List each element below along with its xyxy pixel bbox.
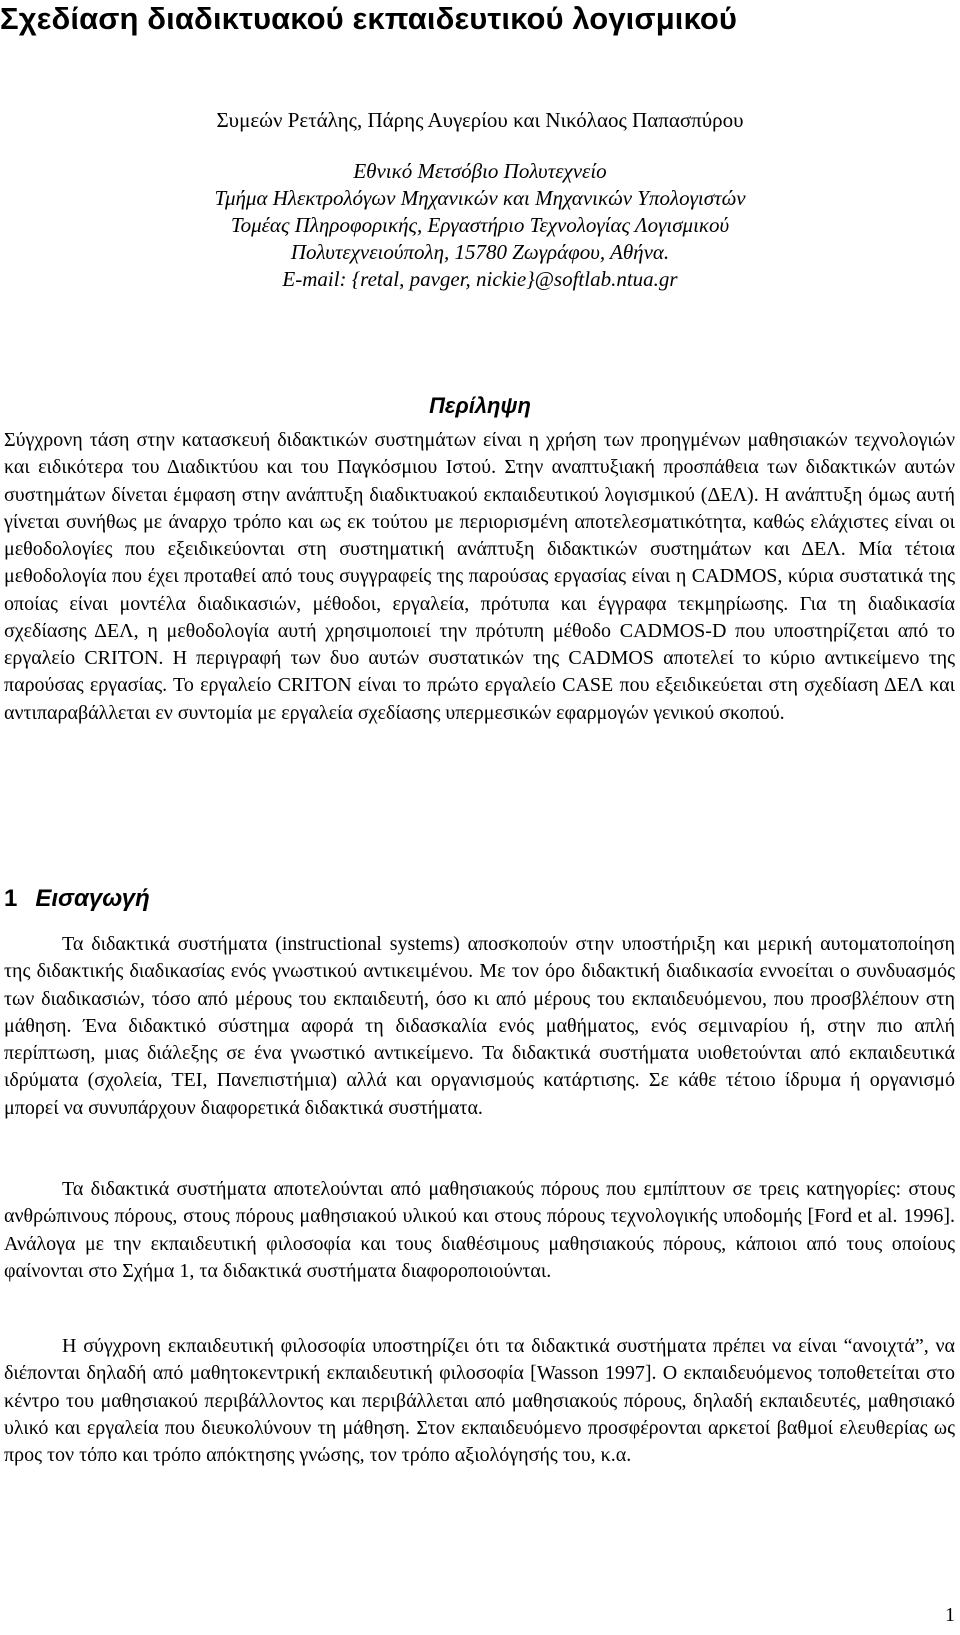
abstract-heading: Περίληψη xyxy=(429,393,531,418)
page-number: 1 xyxy=(945,1604,955,1626)
intro-paragraph-2: Τα διδακτικά συστήματα αποτελούνται από μαθησιακούς πόρους που εμπίπτουν σε τρεις κατηγορίες: στους ανθρώπινους πόρους, στους πόρους μαθησιακού υλικού και στους πόρους τεχνολογικής υποδομής [Ford et al. 1996]. Ανάλογα με την εκπαιδευτική φιλοσοφία και τους διαθέσιμους μαθησιακούς πόρους, κάποιοι από τους οποίους φαίνονται στο Σχήμα 1, τα διδακτικά συστήματα διαφοροποιούνται. xyxy=(4,1178,955,1282)
affiliation-institution: Εθνικό Μετσόβιο Πολυτεχνείο xyxy=(353,159,607,183)
affiliation-division: Τομέας Πληροφορικής, Εργαστήριο Τεχνολογίας Λογισμικού xyxy=(230,213,730,237)
affiliation-address: Πολυτεχνειούπολη, 15780 Ζωγράφου, Αθήνα. xyxy=(290,240,670,264)
section-number: 1 xyxy=(4,885,18,912)
section-heading xyxy=(4,884,150,914)
paper-title: Σχεδίαση διαδικτυακού εκπαιδευτικού λογισμικού xyxy=(0,1,738,36)
authors: Συμεών Ρετάλης, Πάρης Αυγερίου και Νικόλαος Παπασπύρου xyxy=(216,108,744,132)
intro-paragraph-3: Η σύγχρονη εκπαιδευτική φιλοσοφία υποστηρίζει ότι τα διδακτικά συστήματα πρέπει να είναι “ανοιχτά”, να διέπονται δηλαδή από μαθητοκεντρική εκπαιδευτική φιλοσοφία [Wasson 1997]. Ο εκπαιδευόμενος τοποθετείται στο κέντρο του μαθησιακού περιβάλλοντος και περιβάλλεται από μαθησιακούς πόρους, δηλαδή εκπαιδευτές, μαθησιακό υλικό και εργαλεία που διευκολύνουν τη μάθηση. Στον εκπαιδευόμενο προσφέρονται αρκετοί βαθμοί ελευθερίας ως προς τον τόπο και τρόπο απόκτησης γνώσης, τον τρόπο αξιολόγησής του, κ.α. xyxy=(4,1335,955,1466)
intro-paragraph-1: Τα διδακτικά συστήματα (instructional systems) αποσκοπούν στην υποστήριξη και μερική αυτοματοποίηση της διδακτικής διαδικασίας ενός γνωστικού αντικειμένου. Με τον όρο διδακτική διαδικασία εννοείται ο συνδυασμός των διαδικασιών, τόσο από μέρους του εκπαιδευτή, όσο κι από μέρους του εκπαιδευόμενου, που προσβλέπουν στη μάθηση. Ένα διδακτικό σύστημα αφορά τη διδασκαλία ενός μαθήματος, ενός σεμιναρίου ή, στην πιο απλή περίπτωση, μιας διάλεξης σε ένα γνωστικό αντικείμενο. Τα διδακτικά συστήματα υιοθετούνται από εκπαιδευτικά ιδρύματα (σχολεία, ΤΕΙ, Πανεπιστήμια) αλλά και οργανισμούς κατάρτισης. Σε κάθε τέτοιο ίδρυμα ή οργανισμό μπορεί να συνυπάρχουν διαφορετικά διδακτικά συστήματα. xyxy=(4,933,955,1119)
section-title: Εισαγωγή xyxy=(35,885,150,912)
abstract-text: Σύγχρονη τάση στην κατασκευή διδακτικών συστημάτων είναι η χρήση των προηγμένων μαθησιακών τεχνολογιών και ειδικότερα του Διαδικτύου και του Παγκόσμιου Ιστού. Στην αναπτυξιακή προσπάθεια των διδακτικών αυτών συστημάτων δίνεται έμφαση στην ανάπτυξη διαδικτυακού εκπαιδευτικού λογισμικού (ΔΕΛ). Η ανάπτυξη όμως αυτή γίνεται συνήθως με άναρχο τρόπο και ως εκ τούτου με περιορισμένη αποτελεσματικότητα, καθώς ελάχιστες είναι οι μεθοδολογίες που εξειδικεύονται στη συστηματική ανάπτυξη διδακτικών συστημάτων και ΔΕΛ. Μία τέτοια μεθοδολογία που έχει προταθεί από τους συγγραφείς της παρούσας εργασίας είναι η CADMOS, κύρια συστατικά της οποίας είναι μοντέλα διαδικασιών, μέθοδοι, εργαλεία, πρότυπα και έγγραφα τεκμηρίωσης. Για τη διαδικασία σχεδίασης ΔΕΛ, η μεθοδολογία αυτή χρησιμοποιεί την πρότυπη μέθοδο CADMOS-D που υποστηρίζεται από το εργαλείο CRITON. Η περιγραφή των δυο αυτών συστατικών της CADMOS αποτελεί το κύριο αντικείμενο της παρούσας εργασίας. Το εργαλείο CRITON είναι το πρώτο εργαλείο CASE που εξειδικεύεται στη σχεδίαση ΔΕΛ και αντιπαραβάλλεται εν συντομία με εργαλεία σχεδίασης υπερμεσικών εφαρμογών γενικού σκοπού. xyxy=(4,429,955,724)
affiliation-department: Τμήμα Ηλεκτρολόγων Μηχανικών και Μηχανικών Υπολογιστών xyxy=(214,186,746,210)
affiliation-email: E-mail: {retal, pavger, nickie}@softlab.ntua.gr xyxy=(282,267,678,291)
